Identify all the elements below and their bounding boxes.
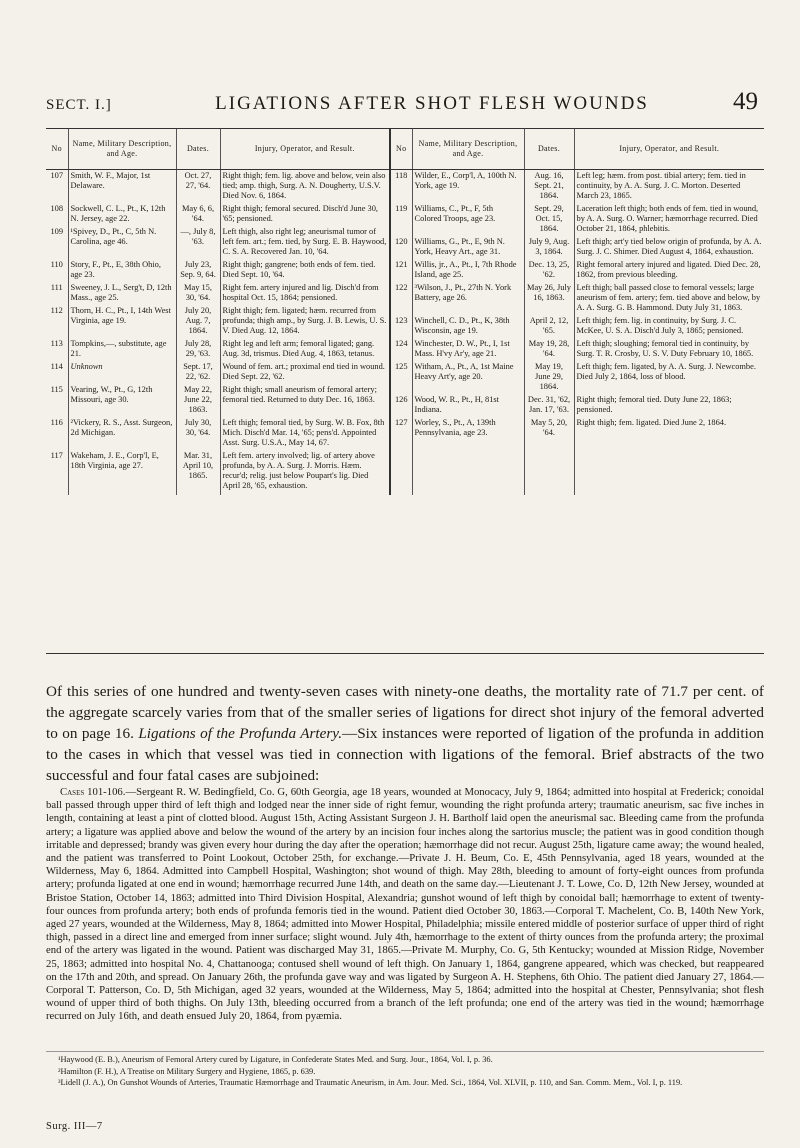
left-entry-name: Thorn, H. C., Pt., I, 14th West Virginia, age 19. — [70, 306, 171, 325]
col-injury-left — [220, 170, 390, 496]
right-entry-no: 124 — [394, 339, 408, 348]
left-entry-dates: May 22, June 22, 1863. — [184, 385, 212, 414]
profunda-text: —Six instances were reported of ligation of the profunda in addition to the cases in which that vessel was tied in connection with ligations of the femoral. Brief abstracts of the two successful and four fatal cases are subjoined: — [46, 725, 765, 784]
left-entry-no: 108 — [50, 204, 64, 213]
right-entry-injury: Left thigh; sloughing; femoral tied in continuity, by Surg. T. R. Crosby, U. S. V. Duty February 10, 1865. — [576, 339, 754, 358]
left-entry-dates: Oct. 27, 27, '64. — [184, 171, 212, 190]
right-entry-no: 126 — [394, 395, 408, 404]
table-body-row — [46, 170, 764, 496]
left-entry-no: 112 — [50, 306, 63, 315]
table-header-row — [46, 129, 764, 170]
left-entry-dates: July 30, 30, '64. — [184, 418, 212, 437]
right-entry-no: 125 — [394, 362, 408, 371]
ligation-table — [46, 128, 764, 654]
left-entry-name: Sweeney, J. L., Serg't, D, 12th Mass., age 25. — [70, 283, 172, 302]
header-dates-right: Dates. — [524, 129, 574, 170]
main-paragraph — [46, 681, 764, 786]
left-entry-dates: —, July 8, '63. — [180, 227, 216, 246]
left-entry-injury: Right fem. artery injured and lig. Disch'd from hospital Oct. 15, 1864; pensioned. — [222, 283, 379, 302]
left-entry-no: 116 — [50, 418, 63, 427]
right-entry-dates: May 5, 20, '64. — [530, 418, 568, 437]
right-entry-injury: Left thigh; fem. lig. in continuity, by Surg. J. C. McKee, U. S. A. Disch'd July 3, 1865; pensioned. — [576, 316, 744, 335]
header-injury-left: Injury, Operator, and Result. — [220, 129, 390, 170]
left-entry-injury: Right thigh; fem. lig. above and below, vein also tied; amp. thigh, Surg. A. N. Dougherty, U.S.V. Died Nov. 6, 1864. — [222, 171, 386, 200]
right-entry-injury: Laceration left thigh; both ends of fem. tied in wound, by A. A. Surg. O. Warner; hæmorrhage recurred. Died October 21, 1864, phlebitis. — [576, 204, 759, 233]
col-name-left — [68, 170, 176, 496]
footnote-2: ²Hamilton (F. H.), A Treatise on Military Surgery and Hygiene, 1865, p. 639. — [58, 1066, 316, 1076]
section-heading: Ligations of the Profunda Artery. — [138, 725, 343, 742]
right-entry-no: 121 — [394, 260, 408, 269]
page-title: LIGATIONS AFTER SHOT FLESH WOUNDS — [215, 93, 649, 114]
left-entry-name: ²Vickery, R. S., Asst. Surgeon, 2d Michigan. — [70, 418, 173, 437]
right-entry-injury: Left thigh; art'y tied below origin of profunda, by A. A. Surg. J. C. Shimer. Died August 4, 1864, exhaustion. — [576, 237, 762, 256]
left-entry-no: 109 — [50, 227, 64, 236]
footnote-3: ³Lidell (J. A.), On Gunshot Wounds of Arteries, Traumatic Hæmorrhage and Traumatic Aneurism, in Am. Jour. Med. Sci., 1864, Vol. XLVII, p. 110, and San. Comm. Mem., Vol. I, p. 119. — [58, 1078, 683, 1087]
cases-lead: Cases 101-106. — [60, 786, 126, 798]
right-entry-injury: Left leg; hæm. from post. tibial artery; fem. tied in continuity, by A. A. Surg. J. C. Morton. Deserted March 23, 1865. — [576, 171, 746, 200]
left-entry-injury: Left thigh; femoral tied, by Surg. W. B. Fox, 8th Mich. Disch'd Mar. 14, '65; pens'd. Appointed Asst. Surg. U.S.A., May 14, 67. — [222, 418, 385, 447]
right-entry-no: 123 — [394, 316, 408, 325]
right-entry-name: Williams, C., Pt., F, 5th Colored Troops, age 23. — [414, 204, 496, 223]
header-name-right: Name, Military Description, and Age. — [412, 129, 524, 170]
left-entry-injury: Left thigh, also right leg; aneurismal tumor of left fem. art.; fem. tied, by Surg. E. B. Haywood, C. S. A. Recovered Jan. 10, '64. — [222, 227, 387, 256]
left-entry-no: 107 — [50, 171, 64, 180]
left-entry-dates: May 6, 6, '64. — [181, 204, 215, 223]
left-entry-injury: Left fem. artery involved; lig. of artery above profunda, by A. A. Surg. J. Morris. Hæm. recur'd; relig. just below Poupart's lig. Died April 28, '65, exhaustion. — [222, 451, 375, 490]
footnotes — [46, 1051, 764, 1089]
col-no-left — [46, 170, 68, 496]
right-entry-name: Winchester, D. W., Pt., I, 1st Mass. H'vy Ar'y, age 21. — [414, 339, 510, 358]
col-name-right — [412, 170, 524, 496]
left-entry-no: 115 — [50, 385, 63, 394]
col-injury-right — [574, 170, 764, 496]
header-injury-right: Injury, Operator, and Result. — [574, 129, 764, 170]
right-entry-name: Wilder, E., Corp'l, A, 100th N. York, age 19. — [414, 171, 517, 190]
left-entry-injury: Wound of fem. art.; proximal end tied in wound. Died Sept. 22, '62. — [222, 362, 385, 381]
right-entry-dates: May 26, July 16, 1863. — [527, 283, 571, 302]
cases-paragraph — [46, 786, 764, 1024]
col-dates-left — [176, 170, 220, 496]
right-entry-injury: Left thigh; fem. ligated, by A. A. Surg. J. Newcombe. Died July 2, 1864, loss of blood. — [576, 362, 756, 381]
header-no-left: No — [46, 129, 68, 170]
left-entry-name: Vearing, W., Pt., G, 12th Missouri, age 30. — [70, 385, 153, 404]
right-entry-no: 122 — [394, 283, 408, 292]
right-entry-dates: Sept. 29, Oct. 15, 1864. — [534, 204, 564, 233]
right-entry-dates: April 2, 12, '65. — [529, 316, 569, 335]
right-entry-name: Winchell, C. D., Pt., K, 38th Wisconsin, age 19. — [414, 316, 510, 335]
left-entry-dates: July 28, 29, '63. — [184, 339, 212, 358]
right-entry-dates: May 19, 28, '64. — [528, 339, 570, 358]
col-no-right — [390, 170, 412, 496]
signature-mark: Surg. III—7 — [46, 1121, 103, 1132]
left-entry-name: Wakeham, J. E., Corp'l, E, 18th Virginia, age 27. — [70, 451, 159, 470]
right-entry-name: ³Wilson, J., Pt., 27th N. York Battery, age 26. — [414, 283, 512, 302]
body-text — [46, 681, 764, 1024]
left-entry-name: Unknown — [70, 362, 103, 371]
right-entry-injury: Right thigh; fem. ligated. Died June 2, 1864. — [576, 418, 727, 427]
running-head — [46, 88, 758, 115]
left-entry-dates: July 23, Sep. 9, 64. — [180, 260, 216, 279]
right-entry-name: Williams, G., Pt., E, 9th N. York, Heavy Art., age 31. — [414, 237, 505, 256]
left-entry-injury: Right thigh; fem. ligated; hæm. recurred from profunda; thigh amp., by Surg. J. B. Lewis, U. S. V. Died Aug. 12, 1864. — [222, 306, 387, 335]
left-entry-name: Sockwell, C. L., Pt., K, 12th N. Jersey, age 22. — [70, 204, 166, 223]
cases-text: —Sergeant R. W. Bedingfield, Co. G, 60th Georgia, age 18 years, wounded at Monocacy, July 9, 1864; admitted into hospital at Frederick; conoidal ball passed through upper third of left thigh and lodged near the inner side of right femur, wounding the right profunda artery; traumatic aneurism, sac five inches in length, containing at least a pint of clotted blood. August 15th, Acting Assistant Surgeon J. H. Bartholf laid open the aneurismal sac. Bleeding came from the profunda artery; a ligature was applied above and below the wound of the artery by an incision four inches along the sartorius muscle; the patient was in good condition though irritable and depressed; brandy was given every hour during the day after the operation; hæmorrhage did not recur. August 25th, ligature came away; the wound healed, and the patient was transferred to Point Lookout, October 25th, for exchange.—Private J. H. Beum, Co. E, 45th Pennsylvania, aged 18 years, wounded at the Wilderness, May 6, 1864. Admitted into Campbell Hospital, Washington; shot wound of thigh. May 28th, bleeding to amount of forty-eight ounces from profunda artery; profunda ligated at one end in wound; hæmorrhage recurred June 14th, and death on the same day.—Lieutenant J. T. Lowe, Co. D, 12th New Jersey, wounded at Bristoe Station, October 14, 1863; admitted into Third Division Hospital, Alexandria; gunshot wound of left thigh by conoidal ball; hæmorrhage to extent of twenty-four ounces from profunda artery; both ends of profunda femoris tied in the wound. Patient died October 30, 1863.—Corporal T. Machelent, Co. B, 140th New York, aged 27 years, wounded at the Wilderness, May 8, 1864; admitted into Mower Hospital, Philadelphia; missile entered middle of posterior surface of upper third of right thigh, passed in a direct line and emerged from inner surface; slight wound. July 4th, hæmorrhage to the extent of thirty ounces from the profunda artery; the proximal end of the artery was ligated in the wound. Patient was discharged May 31, 1865.—Private M. Murphy, Co. G, 5th Kentucky; wounded at Mission Ridge, November 25, 1863; admitted into hospital No. 4, Chattanooga; contused shell wound of left thigh. On January 1, 1864, gangrene appeared, which was checked, but reappeared on the 17th and 20th, and spread. On January 26th, the profunda gave way and was ligated by Surgeon A. H. Stephens, 6th Ohio. The patient died January 27, 1864.—Corporal T. Patterson, Co. D, 5th Michigan, aged 32 years, wounded at the Wilderness, May 5, 1864; admitted into the hospital at Chester, Pennsylvania; shot flesh wound of upper third of both thighs. On July 13th, bleeding occurred from a branch of the left profunda; one end of the artery was tied in the wound; hæmorrhage recurred on July 16th, and death ensued July 20, 1864, from pyæmia. — [46, 786, 764, 1023]
left-entry-dates: July 20, Aug. 7, 1864. — [184, 306, 212, 335]
header-name-left: Name, Military Description, and Age. — [68, 129, 176, 170]
right-entry-dates: Dec. 31, '62, Jan. 17, '63. — [527, 395, 571, 414]
right-entry-dates: Dec. 13, 25, '62. — [528, 260, 570, 279]
left-entry-injury: Right leg and left arm; femoral ligated; gang. Aug. 3d, trismus. Died Aug. 4, 1863, tetanus. — [222, 339, 375, 358]
right-entry-name: Willis, jr., A., Pt., I, 7th Rhode Island, age 25. — [414, 260, 517, 279]
right-entry-no: 127 — [394, 418, 408, 427]
left-entry-name: ¹Spivey, D., Pt., C, 5th N. Carolina, age 46. — [70, 227, 157, 246]
left-entry-injury: Right thigh; gangrene; both ends of fem. tied. Died Sept. 10, '64. — [222, 260, 376, 279]
footnote-1: ¹Haywood (E. B.), Aneurism of Femoral Artery cured by Ligature, in Confederate States Med. and Surg. Jour., 1864, Vol. I, p. 36. — [58, 1055, 493, 1064]
header-no-right: No — [390, 129, 412, 170]
left-entry-no: 111 — [50, 283, 63, 292]
left-entry-name: Story, F., Pt., E, 38th Ohio, age 23. — [70, 260, 161, 279]
right-entry-dates: July 9, Aug. 3, 1864. — [528, 237, 570, 256]
right-entry-name: Worley, S., Pt., A, 139th Pennsylvania, age 23. — [414, 418, 496, 437]
right-entry-injury: Right femoral artery injured and ligated. Died Dec. 28, 1862, from previous bleeding. — [576, 260, 761, 279]
left-entry-dates: Mar. 31, April 10, 1865. — [182, 451, 214, 480]
right-entry-no: 119 — [395, 204, 408, 213]
left-entry-name: Smith, W. F., Major, 1st Delaware. — [70, 171, 151, 190]
col-dates-right — [524, 170, 574, 496]
right-entry-injury: Left thigh; ball passed close to femoral vessels; large aneurism of fem. artery; fem. tied above and below, by A. A. Surg. G. B. Hammond. Duty July 31, 1863. — [576, 283, 761, 312]
left-entry-injury: Right thigh; small aneurism of femoral artery; femoral tied. Returned to duty Dec. 16, 1863. — [222, 385, 377, 404]
right-entry-name: Witham, A., Pt., A, 1st Maine Heavy Art'y, age 20. — [414, 362, 514, 381]
section-label: SECT. I.] — [46, 97, 112, 113]
left-entry-name: Tompkins,—, substitute, age 21. — [70, 339, 167, 358]
header-dates-left: Dates. — [176, 129, 220, 170]
right-entry-injury: Right thigh; femoral tied. Duty June 22, 1863; pensioned. — [576, 395, 732, 414]
left-entry-no: 117 — [50, 451, 63, 460]
left-entry-injury: Right thigh; femoral secured. Disch'd June 30, '65; pensioned. — [222, 204, 378, 223]
left-entry-dates: May 15, 30, '64. — [184, 283, 212, 302]
right-entry-name: Wood, W. R., Pt., H, 81st Indiana. — [414, 395, 499, 414]
right-entry-no: 118 — [395, 171, 408, 180]
left-entry-no: 110 — [50, 260, 63, 269]
right-entry-dates: May 19, June 29, 1864. — [535, 362, 563, 391]
left-entry-dates: Sept. 17, 22, '62. — [183, 362, 213, 381]
summary-text: Of this series of one hundred and twenty-seven cases with ninety-one deaths, the mortality rate of 71.7 per cent. of the aggregate scarcely varies from that of the smaller series of ligations for direct shot injury of the femoral adverted to on page 16. — [46, 683, 764, 742]
page-number: 49 — [733, 88, 758, 115]
left-entry-no: 113 — [50, 339, 63, 348]
left-entry-no: 114 — [50, 362, 63, 371]
right-entry-dates: Aug. 16, Sept. 21, 1864. — [534, 171, 564, 200]
right-entry-no: 120 — [394, 237, 408, 246]
